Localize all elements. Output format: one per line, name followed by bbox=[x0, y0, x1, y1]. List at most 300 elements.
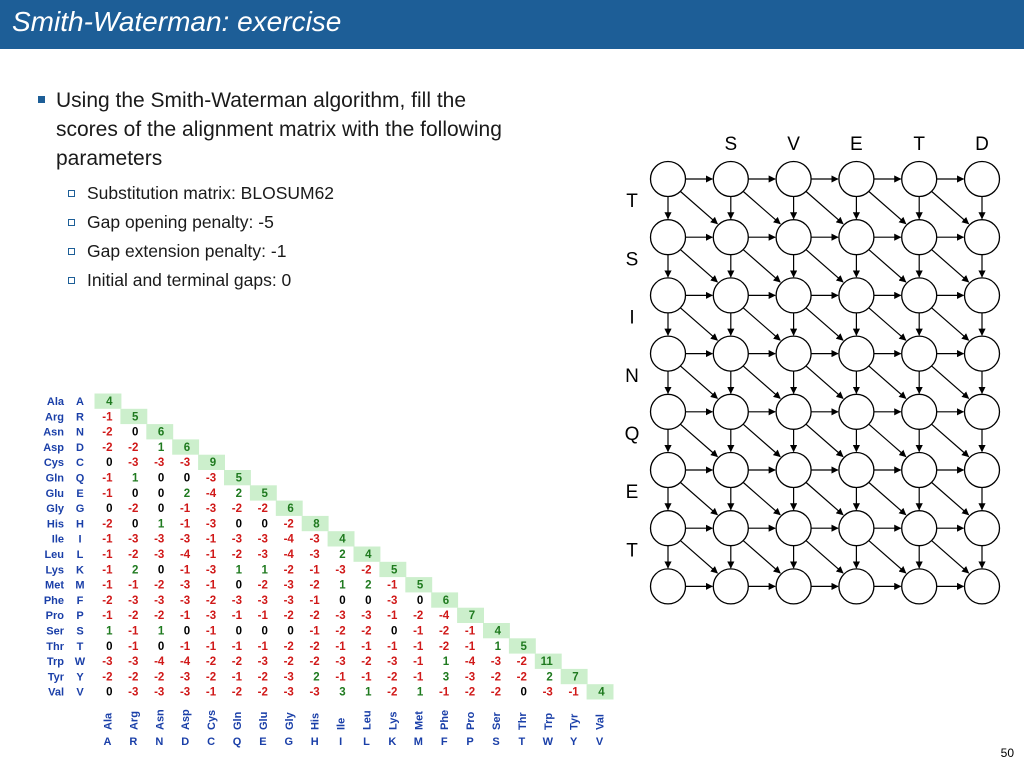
score-cell: -1 bbox=[128, 625, 139, 638]
score-cell: -2 bbox=[231, 656, 242, 669]
score-cell: 5 bbox=[520, 640, 527, 653]
column-header-three-letter: Phe bbox=[439, 709, 452, 730]
score-cell: -2 bbox=[309, 610, 320, 623]
column-header-one-letter: H bbox=[310, 736, 319, 748]
score-cell: 0 bbox=[339, 594, 346, 607]
score-cell: -1 bbox=[102, 610, 113, 623]
score-cell: -1 bbox=[179, 564, 191, 577]
column-header-one-letter: C bbox=[207, 736, 216, 748]
score-cell: -2 bbox=[231, 503, 242, 516]
score-cell: -2 bbox=[309, 640, 320, 653]
column-header-one-letter: P bbox=[466, 736, 474, 748]
score-cell: 4 bbox=[339, 533, 346, 546]
score-cell: -3 bbox=[257, 656, 268, 669]
score-cell: -3 bbox=[309, 549, 320, 561]
score-cell: -2 bbox=[387, 671, 398, 684]
score-cell: 0 bbox=[131, 487, 139, 500]
column-header-one-letter: R bbox=[129, 736, 138, 748]
score-cell: 6 bbox=[442, 594, 450, 607]
score-cell: -1 bbox=[361, 671, 372, 684]
score-cell: -3 bbox=[179, 579, 191, 592]
score-cell: -4 bbox=[464, 656, 476, 669]
score-cell: -2 bbox=[128, 549, 139, 561]
score-cell: -3 bbox=[283, 686, 294, 699]
score-cell: -2 bbox=[464, 686, 476, 699]
row-header-one-letter: R bbox=[76, 411, 84, 424]
column-header-three-letter: Gln bbox=[232, 711, 244, 730]
column-header-one-letter: Y bbox=[570, 736, 578, 748]
score-cell: -3 bbox=[102, 656, 113, 669]
row-header-one-letter: G bbox=[75, 503, 85, 516]
row-header-one-letter: L bbox=[76, 549, 84, 561]
row-residue-label: E bbox=[625, 482, 639, 504]
row-header-three-letter: Arg bbox=[45, 411, 64, 424]
column-header-one-letter: V bbox=[595, 736, 604, 748]
score-cell: 7 bbox=[572, 671, 579, 684]
score-cell: -2 bbox=[361, 564, 372, 577]
score-cell: 4 bbox=[494, 625, 501, 638]
score-cell: -4 bbox=[438, 610, 450, 623]
score-cell: -1 bbox=[102, 533, 113, 546]
score-cell: -2 bbox=[205, 594, 217, 607]
score-cell: -3 bbox=[257, 594, 268, 607]
parameter-text: Initial and terminal gaps: 0 bbox=[87, 270, 292, 290]
row-header-three-letter: Met bbox=[45, 579, 64, 592]
score-cell: -2 bbox=[102, 594, 113, 607]
score-cell: 0 bbox=[416, 594, 424, 607]
row-header-one-letter: F bbox=[76, 594, 84, 607]
score-cell: -2 bbox=[205, 656, 217, 669]
row-header-one-letter: A bbox=[76, 396, 84, 408]
parameter-text: Gap opening penalty: -5 bbox=[87, 212, 274, 232]
score-cell: 4 bbox=[106, 396, 113, 408]
score-cell: -2 bbox=[438, 625, 450, 638]
row-header-three-letter: Ile bbox=[51, 533, 64, 546]
column-header-three-letter: Pro bbox=[465, 711, 478, 730]
score-cell: 0 bbox=[157, 472, 165, 485]
score-cell: -1 bbox=[205, 640, 217, 653]
score-cell: 0 bbox=[183, 472, 191, 485]
score-cell: -1 bbox=[128, 640, 139, 653]
score-cell: 1 bbox=[442, 656, 450, 669]
score-cell: 1 bbox=[235, 564, 242, 577]
score-cell: -3 bbox=[361, 610, 372, 623]
column-residue-label: V bbox=[787, 134, 800, 155]
score-cell: -1 bbox=[102, 564, 113, 577]
column-header-three-letter: Lys bbox=[387, 711, 400, 730]
score-cell: -1 bbox=[205, 579, 217, 592]
score-cell: 0 bbox=[131, 426, 139, 439]
score-cell: -3 bbox=[205, 610, 217, 623]
score-cell: -3 bbox=[283, 671, 294, 684]
score-cell: -2 bbox=[309, 579, 320, 592]
score-cell: -1 bbox=[231, 610, 242, 623]
column-residue-label: E bbox=[850, 134, 863, 155]
score-cell: -3 bbox=[231, 533, 242, 546]
column-header-three-letter: Arg bbox=[128, 711, 141, 730]
score-cell: 2 bbox=[131, 564, 139, 577]
score-cell: -2 bbox=[257, 671, 268, 684]
score-cell: -3 bbox=[128, 457, 139, 470]
score-cell: -3 bbox=[179, 686, 191, 699]
score-cell: -3 bbox=[542, 686, 553, 699]
score-cell: 0 bbox=[235, 579, 242, 592]
score-cell: -1 bbox=[568, 686, 579, 699]
score-cell: -3 bbox=[257, 549, 268, 561]
score-cell: 2 bbox=[339, 549, 346, 561]
score-cell: -3 bbox=[128, 686, 139, 699]
score-cell: 0 bbox=[106, 686, 113, 699]
score-cell: -2 bbox=[283, 640, 294, 653]
score-cell: -2 bbox=[361, 625, 372, 638]
score-cell: -2 bbox=[128, 503, 139, 516]
score-cell: 0 bbox=[287, 625, 294, 638]
score-cell: -3 bbox=[309, 686, 320, 699]
score-cell: 0 bbox=[235, 518, 242, 531]
column-residue-label: T bbox=[913, 134, 926, 155]
row-header-three-letter: Cys bbox=[43, 457, 64, 470]
row-header-one-letter: S bbox=[76, 625, 84, 638]
score-cell: -2 bbox=[102, 426, 113, 439]
score-cell: 2 bbox=[546, 671, 553, 684]
score-cell: -1 bbox=[102, 472, 113, 485]
row-header-three-letter: Gln bbox=[45, 472, 64, 485]
column-header-three-letter: Gly bbox=[283, 712, 296, 730]
score-cell: -3 bbox=[283, 594, 294, 607]
column-header-one-letter: S bbox=[492, 736, 500, 748]
score-cell: -1 bbox=[205, 625, 217, 638]
score-cell: -3 bbox=[335, 656, 346, 669]
row-header-one-letter: M bbox=[75, 579, 85, 592]
score-cell: 0 bbox=[365, 594, 372, 607]
score-cell: -1 bbox=[179, 610, 191, 623]
parameter-text: Substitution matrix: BLOSUM62 bbox=[87, 183, 335, 203]
row-header-three-letter: Lys bbox=[45, 564, 64, 577]
score-cell: -1 bbox=[231, 671, 242, 684]
score-cell: -1 bbox=[413, 640, 424, 653]
score-cell: 2 bbox=[235, 487, 242, 500]
column-header-three-letter: Ile bbox=[335, 717, 348, 730]
score-cell: 3 bbox=[339, 686, 346, 699]
score-cell: -2 bbox=[231, 549, 242, 561]
score-cell: 0 bbox=[520, 686, 527, 699]
score-cell: -4 bbox=[283, 533, 294, 546]
parameter-text: Gap extension penalty: -1 bbox=[87, 241, 287, 261]
score-cell: -1 bbox=[335, 640, 346, 653]
score-cell: -2 bbox=[257, 503, 268, 516]
row-header-three-letter: Asp bbox=[43, 441, 64, 454]
score-cell: -1 bbox=[438, 686, 450, 699]
row-residue-label: S bbox=[625, 249, 639, 271]
score-cell: -2 bbox=[102, 518, 113, 531]
row-header-one-letter: E bbox=[76, 487, 84, 500]
score-cell: 0 bbox=[106, 640, 113, 653]
score-cell: 6 bbox=[183, 441, 191, 454]
score-cell: -4 bbox=[283, 549, 294, 561]
slide-title: Smith-Waterman: exercise bbox=[12, 6, 342, 37]
column-header-three-letter: Ala bbox=[102, 712, 115, 730]
row-header-one-letter: N bbox=[76, 426, 84, 439]
score-cell: -3 bbox=[179, 457, 191, 470]
row-header-three-letter: Tyr bbox=[47, 671, 64, 684]
column-header-one-letter: A bbox=[103, 736, 112, 748]
row-header-one-letter: Y bbox=[76, 671, 84, 684]
score-cell: -2 bbox=[154, 671, 165, 684]
score-cell: -2 bbox=[516, 656, 527, 669]
row-residue-label: T bbox=[626, 540, 638, 562]
score-cell: -4 bbox=[205, 487, 217, 500]
score-cell: 8 bbox=[313, 518, 320, 531]
column-header-one-letter: L bbox=[363, 736, 370, 748]
score-cell: 2 bbox=[365, 579, 372, 592]
score-cell: -2 bbox=[257, 686, 268, 699]
score-cell: -3 bbox=[335, 610, 346, 623]
row-header-one-letter: W bbox=[74, 656, 86, 669]
row-header-three-letter: Val bbox=[48, 686, 64, 699]
score-cell: 4 bbox=[598, 686, 605, 699]
column-header-one-letter: E bbox=[259, 736, 267, 748]
score-cell: 0 bbox=[157, 640, 165, 653]
column-residue-label: S bbox=[724, 134, 738, 155]
score-cell: -2 bbox=[205, 671, 217, 684]
score-cell: -3 bbox=[128, 656, 139, 669]
column-header-three-letter: Ser bbox=[491, 712, 503, 730]
column-header-three-letter: His bbox=[309, 712, 322, 730]
score-cell: -3 bbox=[464, 671, 476, 684]
score-cell: 5 bbox=[390, 564, 398, 577]
column-header-one-letter: G bbox=[284, 736, 294, 748]
score-cell: -1 bbox=[464, 640, 476, 653]
score-cell: -2 bbox=[283, 564, 294, 577]
row-header-three-letter: Asn bbox=[43, 426, 64, 439]
score-cell: -1 bbox=[179, 503, 191, 516]
row-residue-label: N bbox=[625, 365, 639, 387]
score-cell: -1 bbox=[413, 625, 424, 638]
score-cell: -1 bbox=[387, 640, 398, 653]
row-header-three-letter: Ala bbox=[46, 396, 64, 408]
score-cell: 5 bbox=[235, 472, 242, 485]
score-cell: 1 bbox=[157, 625, 165, 638]
row-header-one-letter: T bbox=[76, 640, 84, 653]
score-cell: -2 bbox=[128, 441, 139, 454]
score-cell: -3 bbox=[205, 472, 217, 485]
score-cell: -1 bbox=[335, 671, 346, 684]
score-cell: -3 bbox=[179, 671, 191, 684]
row-residue-label: Q bbox=[624, 424, 640, 445]
score-cell: -3 bbox=[205, 564, 217, 577]
score-cell: 0 bbox=[261, 625, 268, 638]
score-cell: 4 bbox=[365, 549, 372, 561]
score-cell: 2 bbox=[183, 487, 191, 500]
row-header-three-letter: Glu bbox=[45, 487, 64, 500]
row-header-three-letter: His bbox=[46, 518, 64, 531]
column-header-three-letter: Cys bbox=[206, 709, 219, 730]
score-cell: -2 bbox=[335, 625, 346, 638]
score-cell: -4 bbox=[154, 656, 165, 669]
score-cell: -3 bbox=[387, 656, 398, 669]
score-cell: -1 bbox=[309, 564, 320, 577]
score-cell: -4 bbox=[179, 656, 191, 669]
score-cell: -3 bbox=[154, 457, 165, 470]
score-cell: -2 bbox=[102, 671, 113, 684]
score-cell: 1 bbox=[261, 564, 268, 577]
score-cell: -1 bbox=[361, 640, 372, 653]
score-cell: 3 bbox=[442, 671, 450, 684]
score-cell: 0 bbox=[235, 625, 242, 638]
score-cell: -1 bbox=[464, 625, 476, 638]
score-cell: -1 bbox=[205, 533, 217, 546]
score-cell: -2 bbox=[128, 671, 139, 684]
row-header-one-letter: V bbox=[76, 686, 84, 699]
score-cell: -3 bbox=[154, 594, 165, 607]
column-header-three-letter: Thr bbox=[516, 712, 529, 730]
score-cell: 1 bbox=[494, 640, 501, 653]
score-cell: -1 bbox=[309, 625, 320, 638]
score-cell: -3 bbox=[205, 503, 217, 516]
row-header-three-letter: Phe bbox=[43, 594, 64, 607]
column-header-three-letter: Trp bbox=[542, 712, 555, 730]
row-residue-label: T bbox=[626, 191, 638, 213]
score-cell: -1 bbox=[387, 610, 398, 623]
row-header-three-letter: Trp bbox=[46, 656, 64, 669]
score-cell: -1 bbox=[102, 579, 113, 592]
score-cell: 2 bbox=[313, 671, 320, 684]
column-header-one-letter: M bbox=[413, 736, 423, 748]
score-cell: 5 bbox=[416, 579, 424, 592]
row-header-three-letter: Ser bbox=[46, 625, 64, 638]
score-cell: 5 bbox=[131, 411, 139, 424]
column-header-one-letter: T bbox=[518, 736, 526, 748]
score-cell: -2 bbox=[102, 441, 113, 454]
score-cell: -3 bbox=[179, 594, 191, 607]
row-header-one-letter: I bbox=[78, 533, 82, 546]
row-header-three-letter: Thr bbox=[46, 640, 64, 653]
column-header-three-letter: Asp bbox=[180, 709, 193, 730]
score-cell: -3 bbox=[387, 594, 398, 607]
score-cell: 0 bbox=[390, 625, 398, 638]
score-cell: -1 bbox=[257, 640, 268, 653]
score-cell: -2 bbox=[283, 610, 294, 623]
score-cell: -1 bbox=[413, 671, 424, 684]
score-cell: 0 bbox=[261, 518, 268, 531]
score-cell: -2 bbox=[438, 640, 450, 653]
score-cell: -3 bbox=[128, 594, 139, 607]
score-cell: 11 bbox=[540, 656, 553, 669]
row-header-one-letter: H bbox=[76, 518, 84, 531]
row-header-one-letter: C bbox=[76, 457, 84, 470]
score-cell: -2 bbox=[154, 610, 165, 623]
score-cell: -1 bbox=[179, 640, 191, 653]
score-cell: 1 bbox=[365, 686, 372, 699]
score-cell: -1 bbox=[205, 686, 217, 699]
column-header-one-letter: D bbox=[181, 736, 190, 748]
score-cell: 0 bbox=[183, 625, 191, 638]
score-cell: -4 bbox=[179, 549, 191, 561]
column-header-three-letter: Val bbox=[594, 714, 607, 730]
score-cell: 6 bbox=[287, 503, 294, 516]
score-cell: 6 bbox=[157, 426, 165, 439]
score-cell: -1 bbox=[413, 656, 424, 669]
score-cell: -2 bbox=[490, 686, 501, 699]
column-header-one-letter: Q bbox=[232, 736, 242, 748]
score-cell: 0 bbox=[131, 518, 139, 531]
score-cell: 0 bbox=[106, 457, 113, 470]
row-header-one-letter: D bbox=[76, 441, 84, 454]
score-cell: -2 bbox=[413, 610, 424, 623]
page-number: 50 bbox=[1000, 746, 1014, 760]
column-residue-label: D bbox=[975, 134, 989, 155]
score-cell: -3 bbox=[231, 594, 242, 607]
column-header-one-letter: W bbox=[542, 736, 553, 748]
score-cell: -3 bbox=[335, 564, 346, 577]
score-cell: -3 bbox=[128, 533, 139, 546]
score-cell: -3 bbox=[205, 518, 217, 531]
column-header-three-letter: Tyr bbox=[568, 713, 581, 730]
score-cell: -2 bbox=[309, 656, 320, 669]
score-cell: -2 bbox=[490, 671, 501, 684]
score-cell: -3 bbox=[154, 533, 165, 546]
score-cell: 1 bbox=[416, 686, 424, 699]
column-header-three-letter: Asn bbox=[154, 709, 167, 730]
score-cell: -2 bbox=[361, 656, 372, 669]
score-cell: -3 bbox=[490, 656, 501, 669]
score-cell: -2 bbox=[283, 656, 294, 669]
score-cell: 0 bbox=[157, 487, 165, 500]
column-header-one-letter: N bbox=[155, 736, 164, 748]
score-cell: -2 bbox=[257, 579, 268, 592]
row-residue-label: I bbox=[629, 307, 635, 329]
score-cell: -2 bbox=[128, 610, 139, 623]
score-cell: 1 bbox=[157, 441, 165, 454]
score-cell: 1 bbox=[339, 579, 346, 592]
row-header-one-letter: K bbox=[76, 564, 84, 577]
score-cell: -1 bbox=[102, 487, 113, 500]
score-cell: -1 bbox=[179, 518, 191, 531]
column-header-one-letter: K bbox=[388, 736, 397, 748]
row-header-three-letter: Pro bbox=[45, 610, 64, 623]
column-header-three-letter: Met bbox=[413, 711, 426, 730]
score-cell: -2 bbox=[154, 579, 165, 592]
row-header-three-letter: Gly bbox=[46, 503, 64, 516]
score-cell: -1 bbox=[309, 594, 320, 607]
score-cell: 7 bbox=[468, 610, 476, 623]
main-bullet-text: Using the Smith-Waterman algorithm, fill the scores of the alignment matrix with the following parameters bbox=[56, 89, 502, 170]
score-cell: -2 bbox=[231, 686, 242, 699]
score-cell: -3 bbox=[154, 549, 165, 561]
score-cell: 1 bbox=[131, 472, 139, 485]
column-header-one-letter: F bbox=[440, 736, 448, 748]
score-cell: 5 bbox=[261, 487, 268, 500]
score-cell: -1 bbox=[257, 610, 268, 623]
score-cell: 0 bbox=[157, 503, 165, 516]
score-cell: 1 bbox=[106, 625, 113, 638]
row-header-three-letter: Leu bbox=[44, 549, 64, 561]
score-cell: -1 bbox=[231, 640, 242, 653]
score-cell: -3 bbox=[257, 533, 268, 546]
score-cell: -3 bbox=[154, 686, 165, 699]
column-header-three-letter: Glu bbox=[257, 711, 270, 730]
score-cell: -2 bbox=[387, 686, 398, 699]
score-cell: -1 bbox=[102, 411, 113, 424]
score-cell: -1 bbox=[205, 549, 217, 561]
score-cell: -3 bbox=[179, 533, 191, 546]
row-header-one-letter: Q bbox=[75, 472, 85, 485]
score-cell: -3 bbox=[283, 579, 294, 592]
column-header-one-letter: I bbox=[339, 736, 343, 748]
score-cell: 1 bbox=[157, 518, 165, 531]
score-cell: -1 bbox=[102, 549, 113, 561]
score-cell: -3 bbox=[309, 533, 320, 546]
